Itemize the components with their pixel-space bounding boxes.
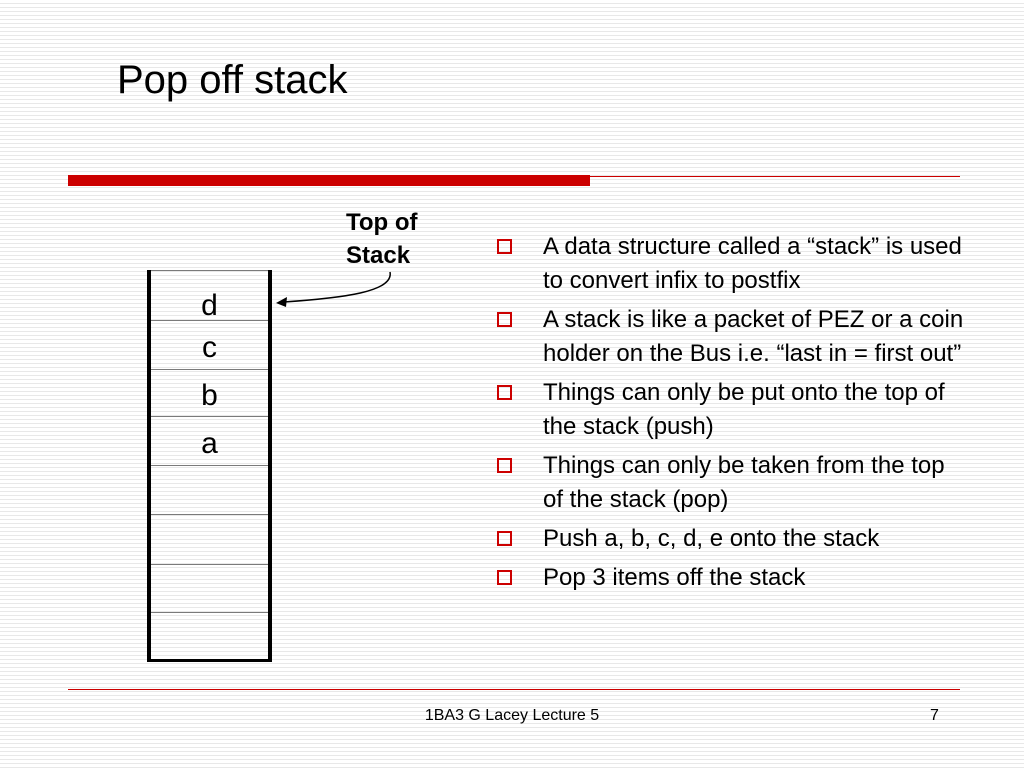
title-underline-thick (68, 175, 590, 186)
stack-divider (151, 369, 268, 370)
footer-rule (68, 689, 960, 690)
stack-diagram (147, 270, 272, 662)
bullet-text: A stack is like a packet of PEZ or a coin holder on the Bus i.e. “last in = first out” (543, 306, 964, 367)
stack-divider (151, 612, 268, 613)
stack-top-edge (151, 270, 268, 271)
stack-divider (151, 416, 268, 417)
bullet-item (494, 230, 964, 298)
hollow-square-icon (497, 570, 512, 585)
slide-title: Pop off stack (117, 58, 348, 102)
hollow-square-icon (497, 458, 512, 473)
bullet-list (494, 230, 964, 600)
hollow-square-icon (497, 385, 512, 400)
bullet-text: Things can only be put onto the top of the stack (push) (543, 379, 945, 440)
top-of-stack-label-line2: Stack (346, 242, 411, 269)
hollow-square-icon (497, 239, 512, 254)
curved-arrow-icon (272, 268, 396, 312)
bullet-text: A data structure called a “stack” is used to convert infix to postfix (543, 233, 962, 294)
bullet-item (494, 376, 964, 444)
hollow-square-icon (497, 312, 512, 327)
stack-item-c: c (202, 331, 217, 364)
stack-item-d: d (201, 289, 218, 322)
stack-divider (151, 514, 268, 515)
stack-divider (151, 564, 268, 565)
stack-item-a: a (201, 427, 218, 460)
hollow-square-icon (497, 531, 512, 546)
bullet-text: Pop 3 items off the stack (543, 564, 806, 591)
bullet-item (494, 522, 964, 556)
bullet-item (494, 449, 964, 517)
stack-divider (151, 465, 268, 466)
top-of-stack-label (346, 206, 418, 272)
bullet-item (494, 561, 964, 595)
slide-footer: 1BA3 G Lacey Lecture 5 (424, 707, 600, 724)
bullet-text: Things can only be taken from the top of the stack (pop) (543, 452, 945, 513)
bullet-item (494, 303, 964, 371)
bullet-text: Push a, b, c, d, e onto the stack (543, 525, 880, 552)
stack-item-b: b (201, 379, 218, 412)
top-of-stack-label-line1: Top of (346, 209, 418, 236)
page-number: 7 (930, 707, 939, 724)
